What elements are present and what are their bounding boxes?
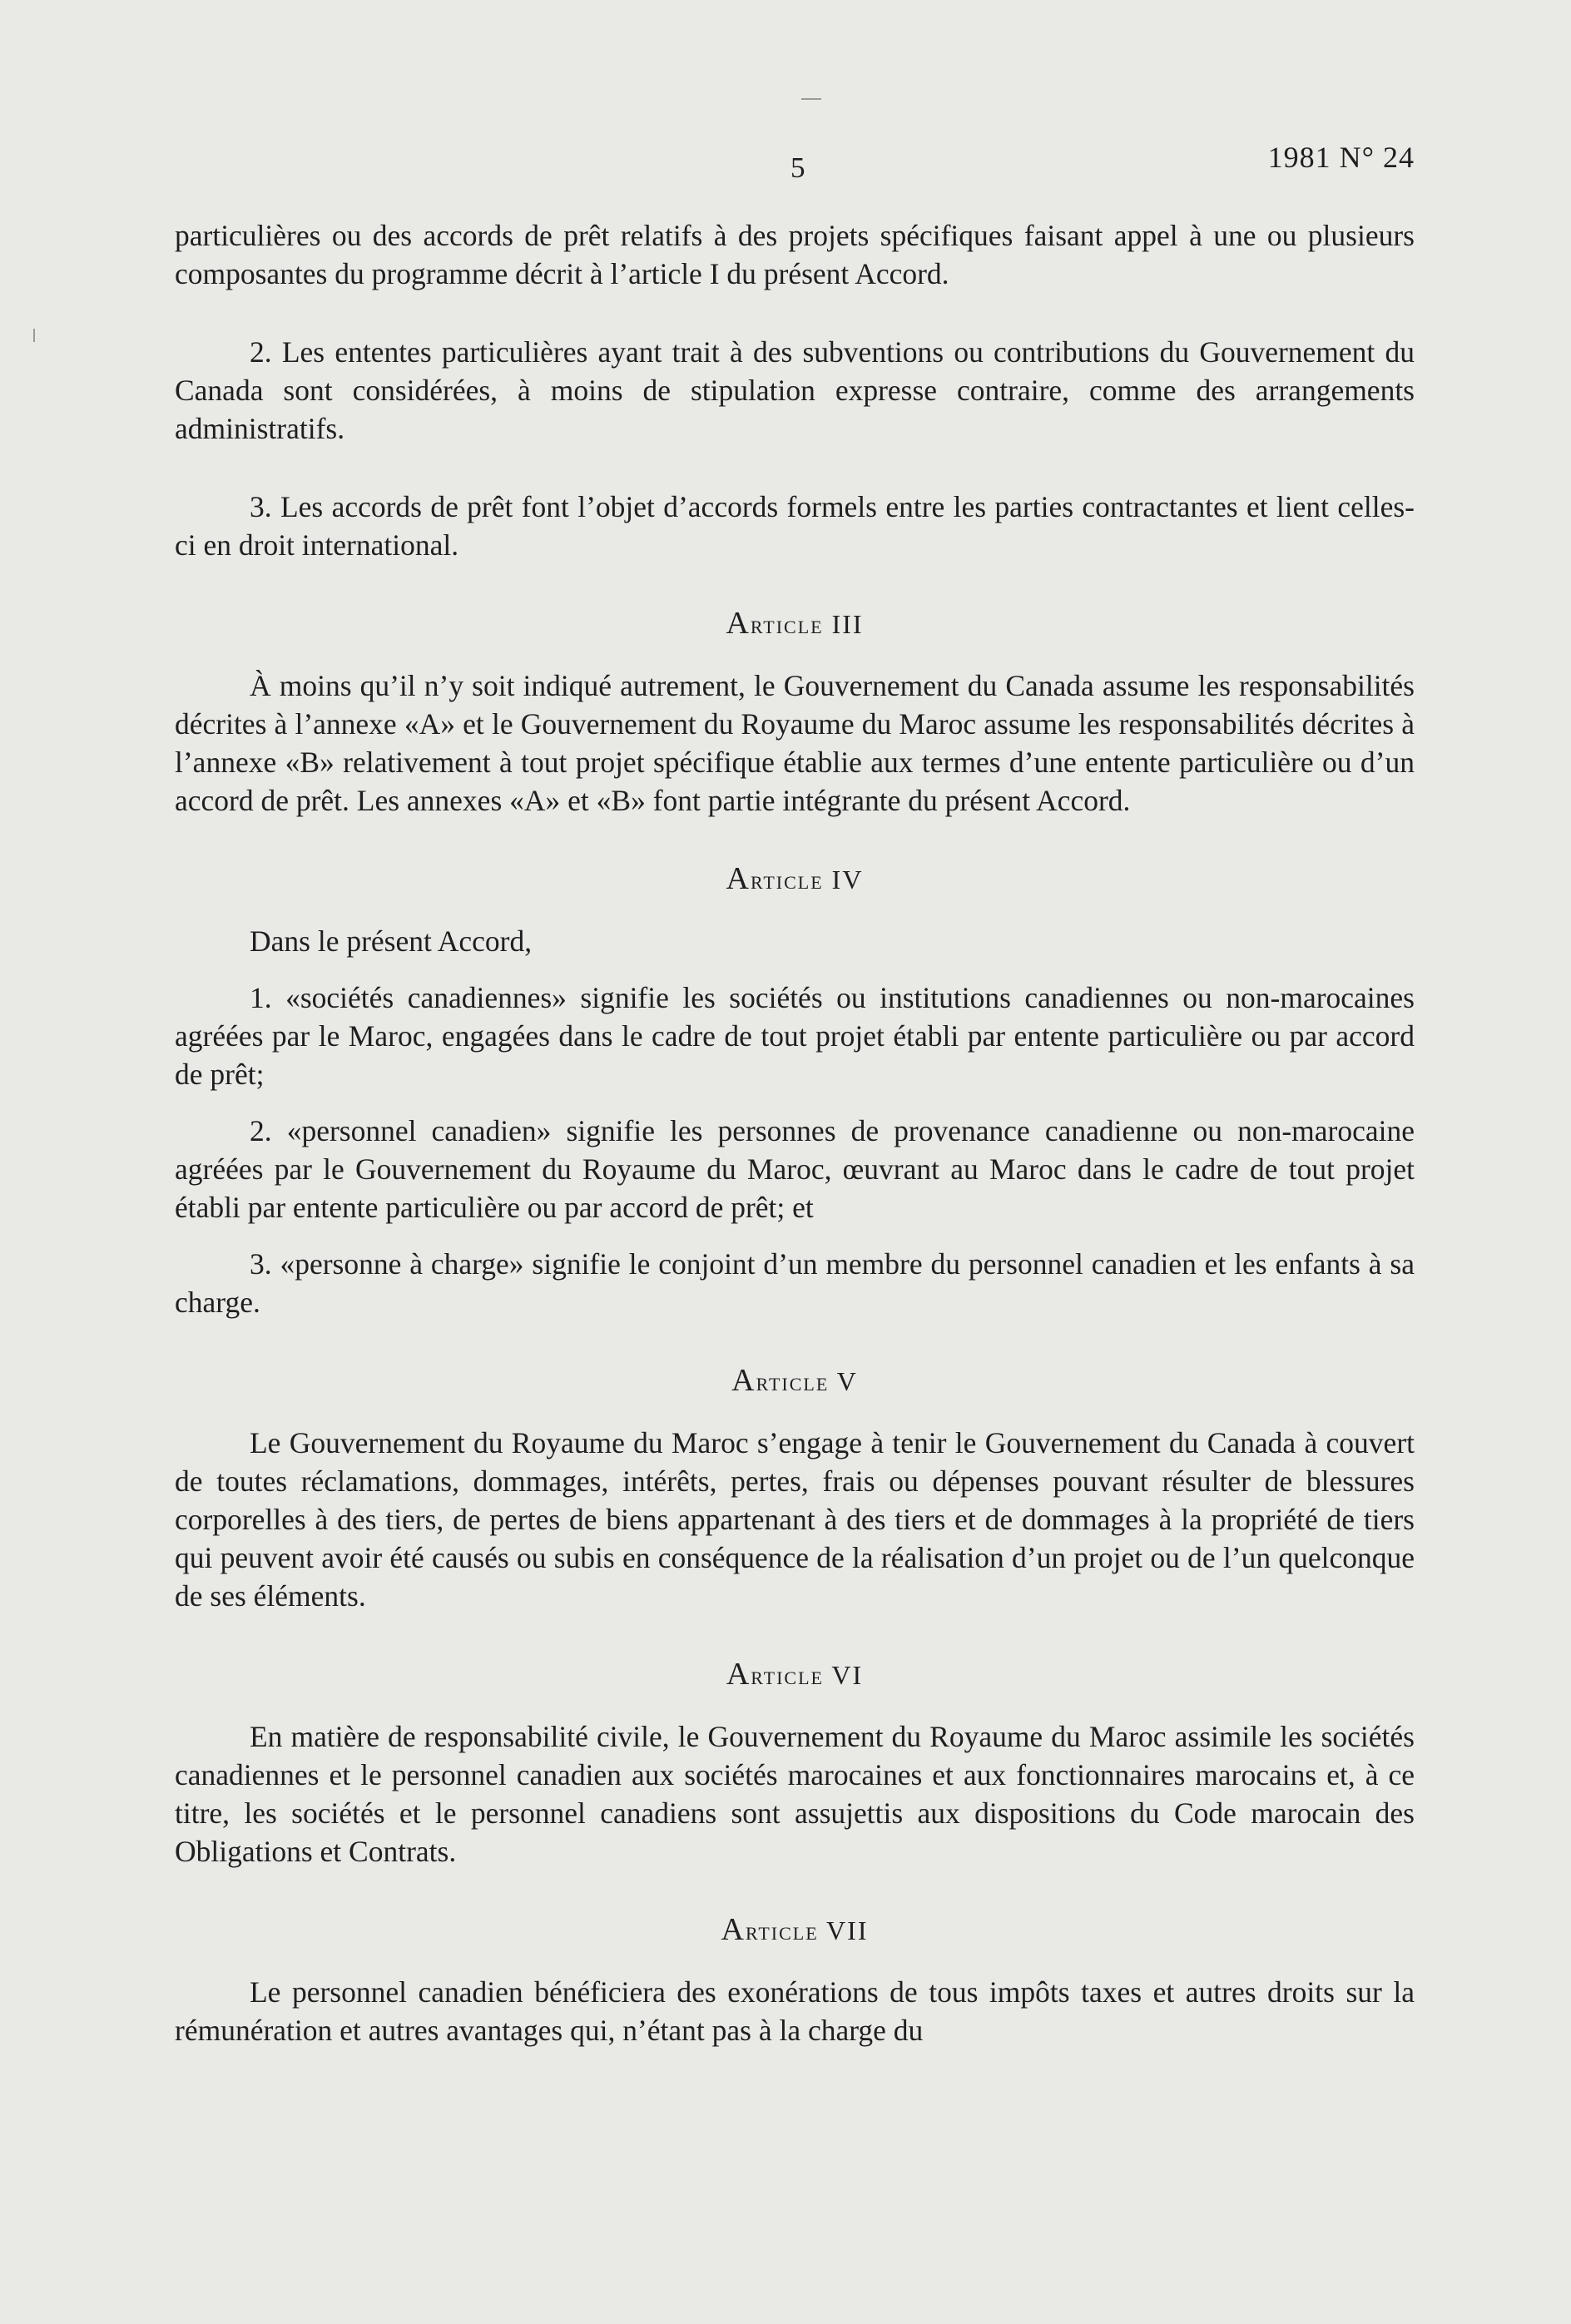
paragraph: En matière de responsabilité civile, le Gouvernement du Royaume du Maroc assimile les sociétés canadiennes et le personnel canadien aux sociétés marocaines et aux fonctionnaires marocains et, à ce titre, les sociétés et le personnel canadiens sont assujettis aux dispositions du Code marocain des Obligations et Contrats. [175,1720,1415,1868]
heading-initial: A [726,606,751,641]
heading-text: rticle VII [745,1915,869,1945]
paragraph: Le personnel canadien bénéficiera des exonérations de tous impôts taxes et autres droits sur la rémunération et autres avantages qui, n’étant pas à la charge du [175,1975,1415,2047]
heading-text: rticle IV [751,865,864,894]
article-heading [175,1910,1415,1950]
paragraph: Le Gouvernement du Royaume du Maroc s’engage à tenir le Gouvernement du Canada à couvert de toutes réclamations, dommages, intérêts, pertes, frais ou dépenses pouvant résulter de blessures corporelles à des tiers, de pertes de biens appartenant à des tiers et de dommages à la propriété de tiers qui peuvent avoir été causés ou subis en conséquence de la réalisation d’un projet ou de l’un quelconque de ses éléments. [175,1426,1415,1613]
scan-mark [801,98,821,100]
paragraph: 3. Les accords de prêt font l’objet d’accords formels entre les parties contractantes et lient celles-ci en droit international. [175,490,1415,562]
heading-text: rticle V [756,1366,858,1396]
heading-initial: A [731,1363,756,1398]
article-heading [175,1361,1415,1400]
scan-mark [33,329,35,342]
document-reference: 1981 N° 24 [1267,141,1415,174]
body-text [175,216,1415,2089]
paragraph: particulières ou des accords de prêt relatifs à des projets spécifiques faisant appel à une ou plusieurs composantes du programme décrit à l’article I du présent Accord. [175,219,1415,290]
article-heading [175,604,1415,643]
heading-initial: A [726,1657,751,1692]
paragraph: Dans le présent Accord, [250,924,533,958]
definition-item: 3. «personne à charge» signifie le conjoint d’un membre du personnel canadien et les enfants à sa charge. [175,1247,1415,1319]
paragraph: À moins qu’il n’y soit indiqué autrement, le Gouvernement du Canada assume les responsabilités décrites à l’annexe «A» et le Gouvernement du Royaume du Maroc assume les responsabilités décrites à l’annexe «B» relativement à tout projet spécifique établie aux termes d’une entente particulière ou d’un accord de prêt. Les annexes «A» et «B» font partie intégrante du présent Accord. [175,669,1415,817]
article-heading [175,860,1415,899]
heading-text: rticle VI [751,1660,864,1690]
heading-initial: A [726,861,751,896]
definition-item: 1. «sociétés canadiennes» signifie les sociétés ou institutions canadiennes ou non-marocaines agréées par le Maroc, engagées dans le cadre de tout projet établi par entente particulière ou par accord de prêt; [175,981,1415,1091]
page-header [179,140,1415,190]
definition-item: 2. «personnel canadien» signifie les personnes de provenance canadienne ou non-marocaine agréées par le Gouvernement du Royaume du Maroc, œuvrant au Maroc dans le cadre de tout projet établi par entente particulière ou par accord de prêt; et [175,1114,1415,1224]
heading-text: rticle III [750,609,864,639]
paragraph: 2. Les ententes particulières ayant trait à des subventions ou contributions du Gouvernement du Canada sont considérées, à moins de stipulation expresse contraire, comme des arrangements administratifs. [175,335,1415,445]
article-heading [175,1655,1415,1694]
page-number: 5 [790,151,805,184]
heading-initial: A [721,1912,746,1947]
